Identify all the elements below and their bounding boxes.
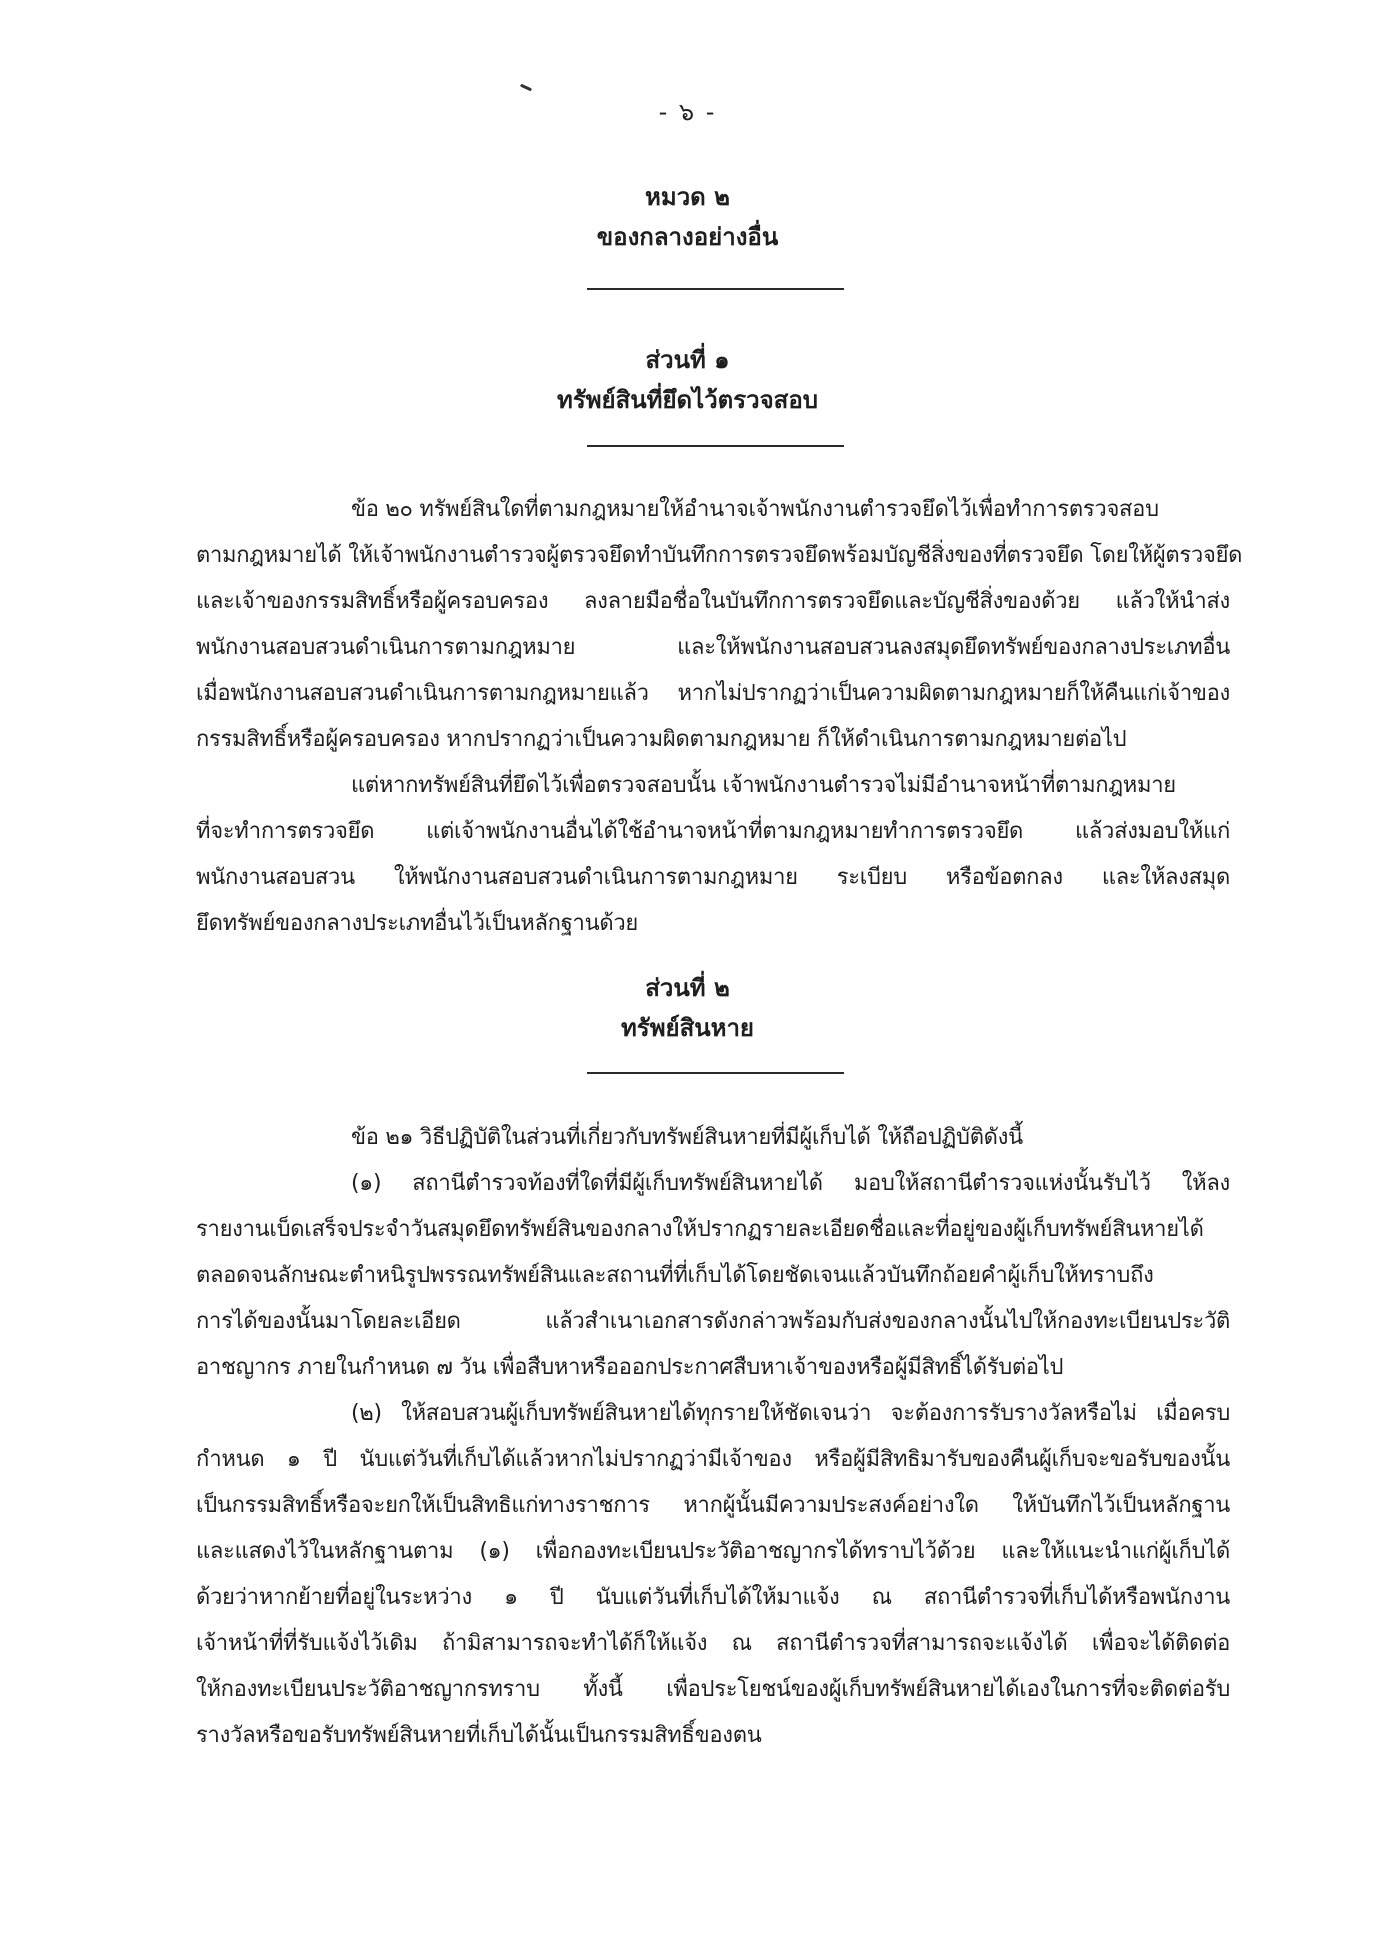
stray-pen-mark [520,84,532,92]
clause-20-line: เมื่อพนักงานสอบสวนดำเนินการตามกฎหมายแล้ว หากไม่ปรากฏว่าเป็นความผิดตามกฎหมายก็ให้คืนแก่เจ้าของ [196,681,1230,706]
page-number: - ๖ - [658,98,717,126]
clause-20-line: ข้อ ๒๐ ทรัพย์สินใดที่ตามกฎหมายให้อำนาจเจ้าพนักงานตำรวจยึดไว้เพื่อทำการตรวจสอบ [351,497,1159,522]
chapter-label: หมวด ๒ [645,183,730,211]
clause-20-line: พนักงานสอบสวนดำเนินการตามกฎหมาย และให้พนักงานสอบสวนลงสมุดยึดทรัพย์ของกลางประเภทอื่น [196,635,1230,660]
clause-21-line: ตลอดจนลักษณะตำหนิรูปพรรณทรัพย์สินและสถานที่ที่เก็บได้โดยชัดเจนแล้วบันทึกถ้อยคำผู้เก็บให้ทราบถึง [196,1263,1154,1288]
chapter-title: ของกลางอย่างอื่น [596,223,779,251]
clause-21-line: ด้วยว่าหากย้ายที่อยู่ในระหว่าง ๑ ปี นับแต่วันที่เก็บได้ให้มาแจ้ง ณ สถานีตำรวจที่เก็บได้หรือพนักงาน [196,1585,1230,1610]
divider [587,445,844,447]
clause-20-line: และเจ้าของกรรมสิทธิ์หรือผู้ครอบครอง ลงลายมือชื่อในบันทึกการตรวจยึดและบัญชีสิ่งของด้วย แล้วให้นำส่ง [196,589,1230,614]
clause-20-line: กรรมสิทธิ์หรือผู้ครอบครอง หากปรากฏว่าเป็นความผิดตามกฎหมาย ก็ให้ดำเนินการตามกฎหมายต่อไป [196,727,1127,752]
part2-label: ส่วนที่ ๒ [645,974,730,1002]
clause-21-line: เป็นกรรมสิทธิ์หรือจะยกให้เป็นสิทธิแก่ทางราชการ หากผู้นั้นมีความประสงค์อย่างใด ให้บันทึกไว้เป็นหลักฐาน [196,1493,1230,1518]
clause-20-line: ที่จะทำการตรวจยึด แต่เจ้าพนักงานอื่นได้ใช้อำนาจหน้าที่ตามกฎหมายทำการตรวจยึด แล้วส่งมอบให้แก่ [196,819,1230,844]
clause-21-line: (๑) สถานีตำรวจท้องที่ใดที่มีผู้เก็บทรัพย์สินหายได้ มอบให้สถานีตำรวจแห่งนั้นรับไว้ ให้ลง [351,1171,1230,1196]
clause-21-line: รายงานเบ็ดเสร็จประจำวันสมุดยึดทรัพย์สินของกลางให้ปรากฏรายละเอียดชื่อและที่อยู่ของผู้เก็บทรัพย์สินหายได้ [196,1217,1204,1242]
clause-21-line: กำหนด ๑ ปี นับแต่วันที่เก็บได้แล้วหากไม่ปรากฏว่ามีเจ้าของ หรือผู้มีสิทธิมารับของคืนผู้เก็บจะขอรับของนั้น [196,1447,1230,1472]
clause-21-line: ข้อ ๒๑ วิธีปฏิบัติในส่วนที่เกี่ยวกับทรัพย์สินหายที่มีผู้เก็บได้ ให้ถือปฏิบัติดังนี้ [351,1125,1023,1150]
divider [587,288,844,290]
clause-20-line: แต่หากทรัพย์สินที่ยึดไว้เพื่อตรวจสอบนั้น เจ้าพนักงานตำรวจไม่มีอำนาจหน้าที่ตามกฎหมาย [351,773,1176,798]
clause-21-line: (๒) ให้สอบสวนผู้เก็บทรัพย์สินหายได้ทุกรายให้ชัดเจนว่า จะต้องการรับรางวัลหรือไม่ เมื่อครบ [351,1401,1230,1426]
clause-20-line: ยึดทรัพย์ของกลางประเภทอื่นไว้เป็นหลักฐานด้วย [196,911,638,936]
clause-21-line: เจ้าหน้าที่ที่รับแจ้งไว้เดิม ถ้ามิสามารถจะทำได้ก็ให้แจ้ง ณ สถานีตำรวจที่สามารถจะแจ้งได้ เพื่อจะได้ติดต่อ [196,1631,1230,1656]
clause-21-line: การได้ของนั้นมาโดยละเอียด แล้วสำเนาเอกสารดังกล่าวพร้อมกับส่งของกลางนั้นไปให้กองทะเบียนประวัติ [196,1309,1230,1334]
divider [587,1072,844,1074]
clause-21-line: ให้กองทะเบียนประวัติอาชญากรทราบ ทั้งนี้ เพื่อประโยชน์ของผู้เก็บทรัพย์สินหายได้เองในการที่จะติดต่อรับ [196,1677,1230,1702]
clause-21-line: อาชญากร ภายในกำหนด ๗ วัน เพื่อสืบหาหรือออกประกาศสืบหาเจ้าของหรือผู้มีสิทธิ์ได้รับต่อไป [196,1355,1064,1380]
part1-title: ทรัพย์สินที่ยึดไว้ตรวจสอบ [557,386,818,414]
clause-20-line: พนักงานสอบสวน ให้พนักงานสอบสวนดำเนินการตามกฎหมาย ระเบียบ หรือข้อตกลง และให้ลงสมุด [196,865,1230,890]
part1-label: ส่วนที่ ๑ [645,346,730,374]
part2-title: ทรัพย์สินหาย [620,1014,754,1042]
clause-21-line: รางวัลหรือขอรับทรัพย์สินหายที่เก็บได้นั้นเป็นกรรมสิทธิ์ของตน [196,1723,762,1748]
clause-20-line: ตามกฎหมายได้ ให้เจ้าพนักงานตำรวจผู้ตรวจยึดทำบันทึกการตรวจยึดพร้อมบัญชีสิ่งของที่ตรวจยึด โดยให้ผู้ตรวจยึด [196,543,1243,568]
clause-21-line: และแสดงไว้ในหลักฐานตาม (๑) เพื่อกองทะเบียนประวัติอาชญากรได้ทราบไว้ด้วย และให้แนะนำแก่ผู้เก็บได้ [196,1539,1230,1564]
